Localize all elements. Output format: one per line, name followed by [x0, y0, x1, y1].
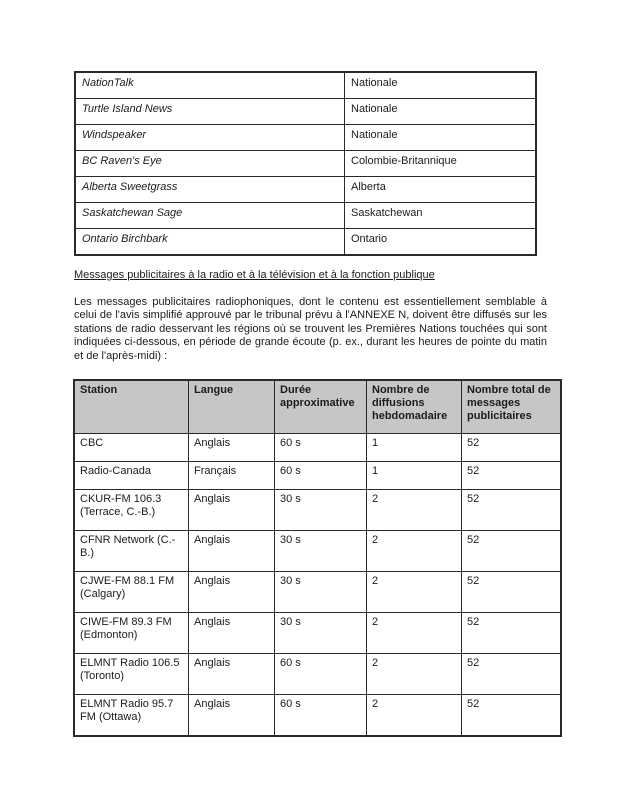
table-row — [75, 99, 536, 125]
table-cell: 60 s — [275, 434, 367, 462]
table-cell: CBC — [74, 434, 189, 462]
table-cell: 2 — [367, 695, 462, 737]
table-row — [75, 229, 536, 256]
table-cell: BC Raven's Eye — [75, 151, 345, 177]
table-cell: Ontario Birchbark — [75, 229, 345, 256]
table-cell: 52 — [462, 572, 562, 613]
table-cell: 52 — [462, 434, 562, 462]
table-row — [74, 695, 561, 737]
column-header: Nombre de diffusions hebdomadaire — [367, 380, 462, 434]
table-cell: 52 — [462, 490, 562, 531]
table-cell: 30 s — [275, 531, 367, 572]
table-cell: 60 s — [275, 462, 367, 490]
table-cell: 2 — [367, 613, 462, 654]
table-cell: Nationale — [345, 72, 537, 99]
table-cell: Ontario — [345, 229, 537, 256]
table-row — [75, 151, 536, 177]
table-cell: 52 — [462, 695, 562, 737]
table-cell: Alberta — [345, 177, 537, 203]
table-cell: Anglais — [189, 654, 275, 695]
column-header: Station — [74, 380, 189, 434]
table-row — [74, 654, 561, 695]
table-cell: ELMNT Radio 106.5 (Toronto) — [74, 654, 189, 695]
table-cell: NationTalk — [75, 72, 345, 99]
table-cell: Alberta Sweetgrass — [75, 177, 345, 203]
table-cell: Français — [189, 462, 275, 490]
table-cell: Saskatchewan Sage — [75, 203, 345, 229]
table-cell: 52 — [462, 654, 562, 695]
table-cell: 1 — [367, 462, 462, 490]
table-row — [75, 72, 536, 99]
table-cell: CIWE-FM 89.3 FM (Edmonton) — [74, 613, 189, 654]
table-cell: 52 — [462, 462, 562, 490]
table-cell: Anglais — [189, 695, 275, 737]
table-cell: Windspeaker — [75, 125, 345, 151]
table-cell: 2 — [367, 572, 462, 613]
table-row — [75, 125, 536, 151]
table-cell: 52 — [462, 613, 562, 654]
section-paragraph: Les messages publicitaires radiophoniques, dont le contenu est essentiellement semblable à celui de l'avis simplifié approuvé par le tribunal prévu à l'ANNEXE N, doivent être diffusés sur les stations de radio desservant les régions où se trouvent les Premières Nations touchées qui sont indiquées ci-dessous, en période de grande écoute (p. ex., durant les heures de pointe du matin et de l'après-midi) : — [74, 296, 547, 362]
table-cell: Radio-Canada — [74, 462, 189, 490]
table-row — [75, 203, 536, 229]
column-header: Nombre total de messages publicitaires — [462, 380, 562, 434]
table-cell: Anglais — [189, 572, 275, 613]
table-row — [74, 531, 561, 572]
table-cell: 2 — [367, 654, 462, 695]
section-heading: Messages publicitaires à la radio et à la télévision et à la fonction publique — [74, 269, 435, 281]
table-cell: Anglais — [189, 490, 275, 531]
table-cell: 30 s — [275, 572, 367, 613]
table-cell: Nationale — [345, 125, 537, 151]
table-cell: Anglais — [189, 613, 275, 654]
table-cell: 30 s — [275, 613, 367, 654]
column-header: Durée approximative — [275, 380, 367, 434]
table-cell: 30 s — [275, 490, 367, 531]
column-header: Langue — [189, 380, 275, 434]
table-cell: Colombie-Britannique — [345, 151, 537, 177]
table-cell: 2 — [367, 531, 462, 572]
table-cell: 1 — [367, 434, 462, 462]
table-cell: CJWE-FM 88.1 FM (Calgary) — [74, 572, 189, 613]
table-cell: Saskatchewan — [345, 203, 537, 229]
table-row — [74, 490, 561, 531]
table-cell: Turtle Island News — [75, 99, 345, 125]
table-row — [74, 572, 561, 613]
table-row — [75, 177, 536, 203]
table-cell: CKUR-FM 106.3 (Terrace, C.-B.) — [74, 490, 189, 531]
table-cell: Anglais — [189, 434, 275, 462]
table-cell: CFNR Network (C.-B.) — [74, 531, 189, 572]
stations-table — [73, 379, 562, 737]
table-cell: Anglais — [189, 531, 275, 572]
table-cell: 60 s — [275, 695, 367, 737]
table-cell: ELMNT Radio 95.7 FM (Ottawa) — [74, 695, 189, 737]
table-cell: 52 — [462, 531, 562, 572]
table-cell: 2 — [367, 490, 462, 531]
table-row — [74, 613, 561, 654]
table-cell: Nationale — [345, 99, 537, 125]
table-cell: 60 s — [275, 654, 367, 695]
publications-table — [74, 71, 537, 256]
table-row — [74, 434, 561, 462]
table-header-row — [74, 380, 561, 434]
table-row — [74, 462, 561, 490]
